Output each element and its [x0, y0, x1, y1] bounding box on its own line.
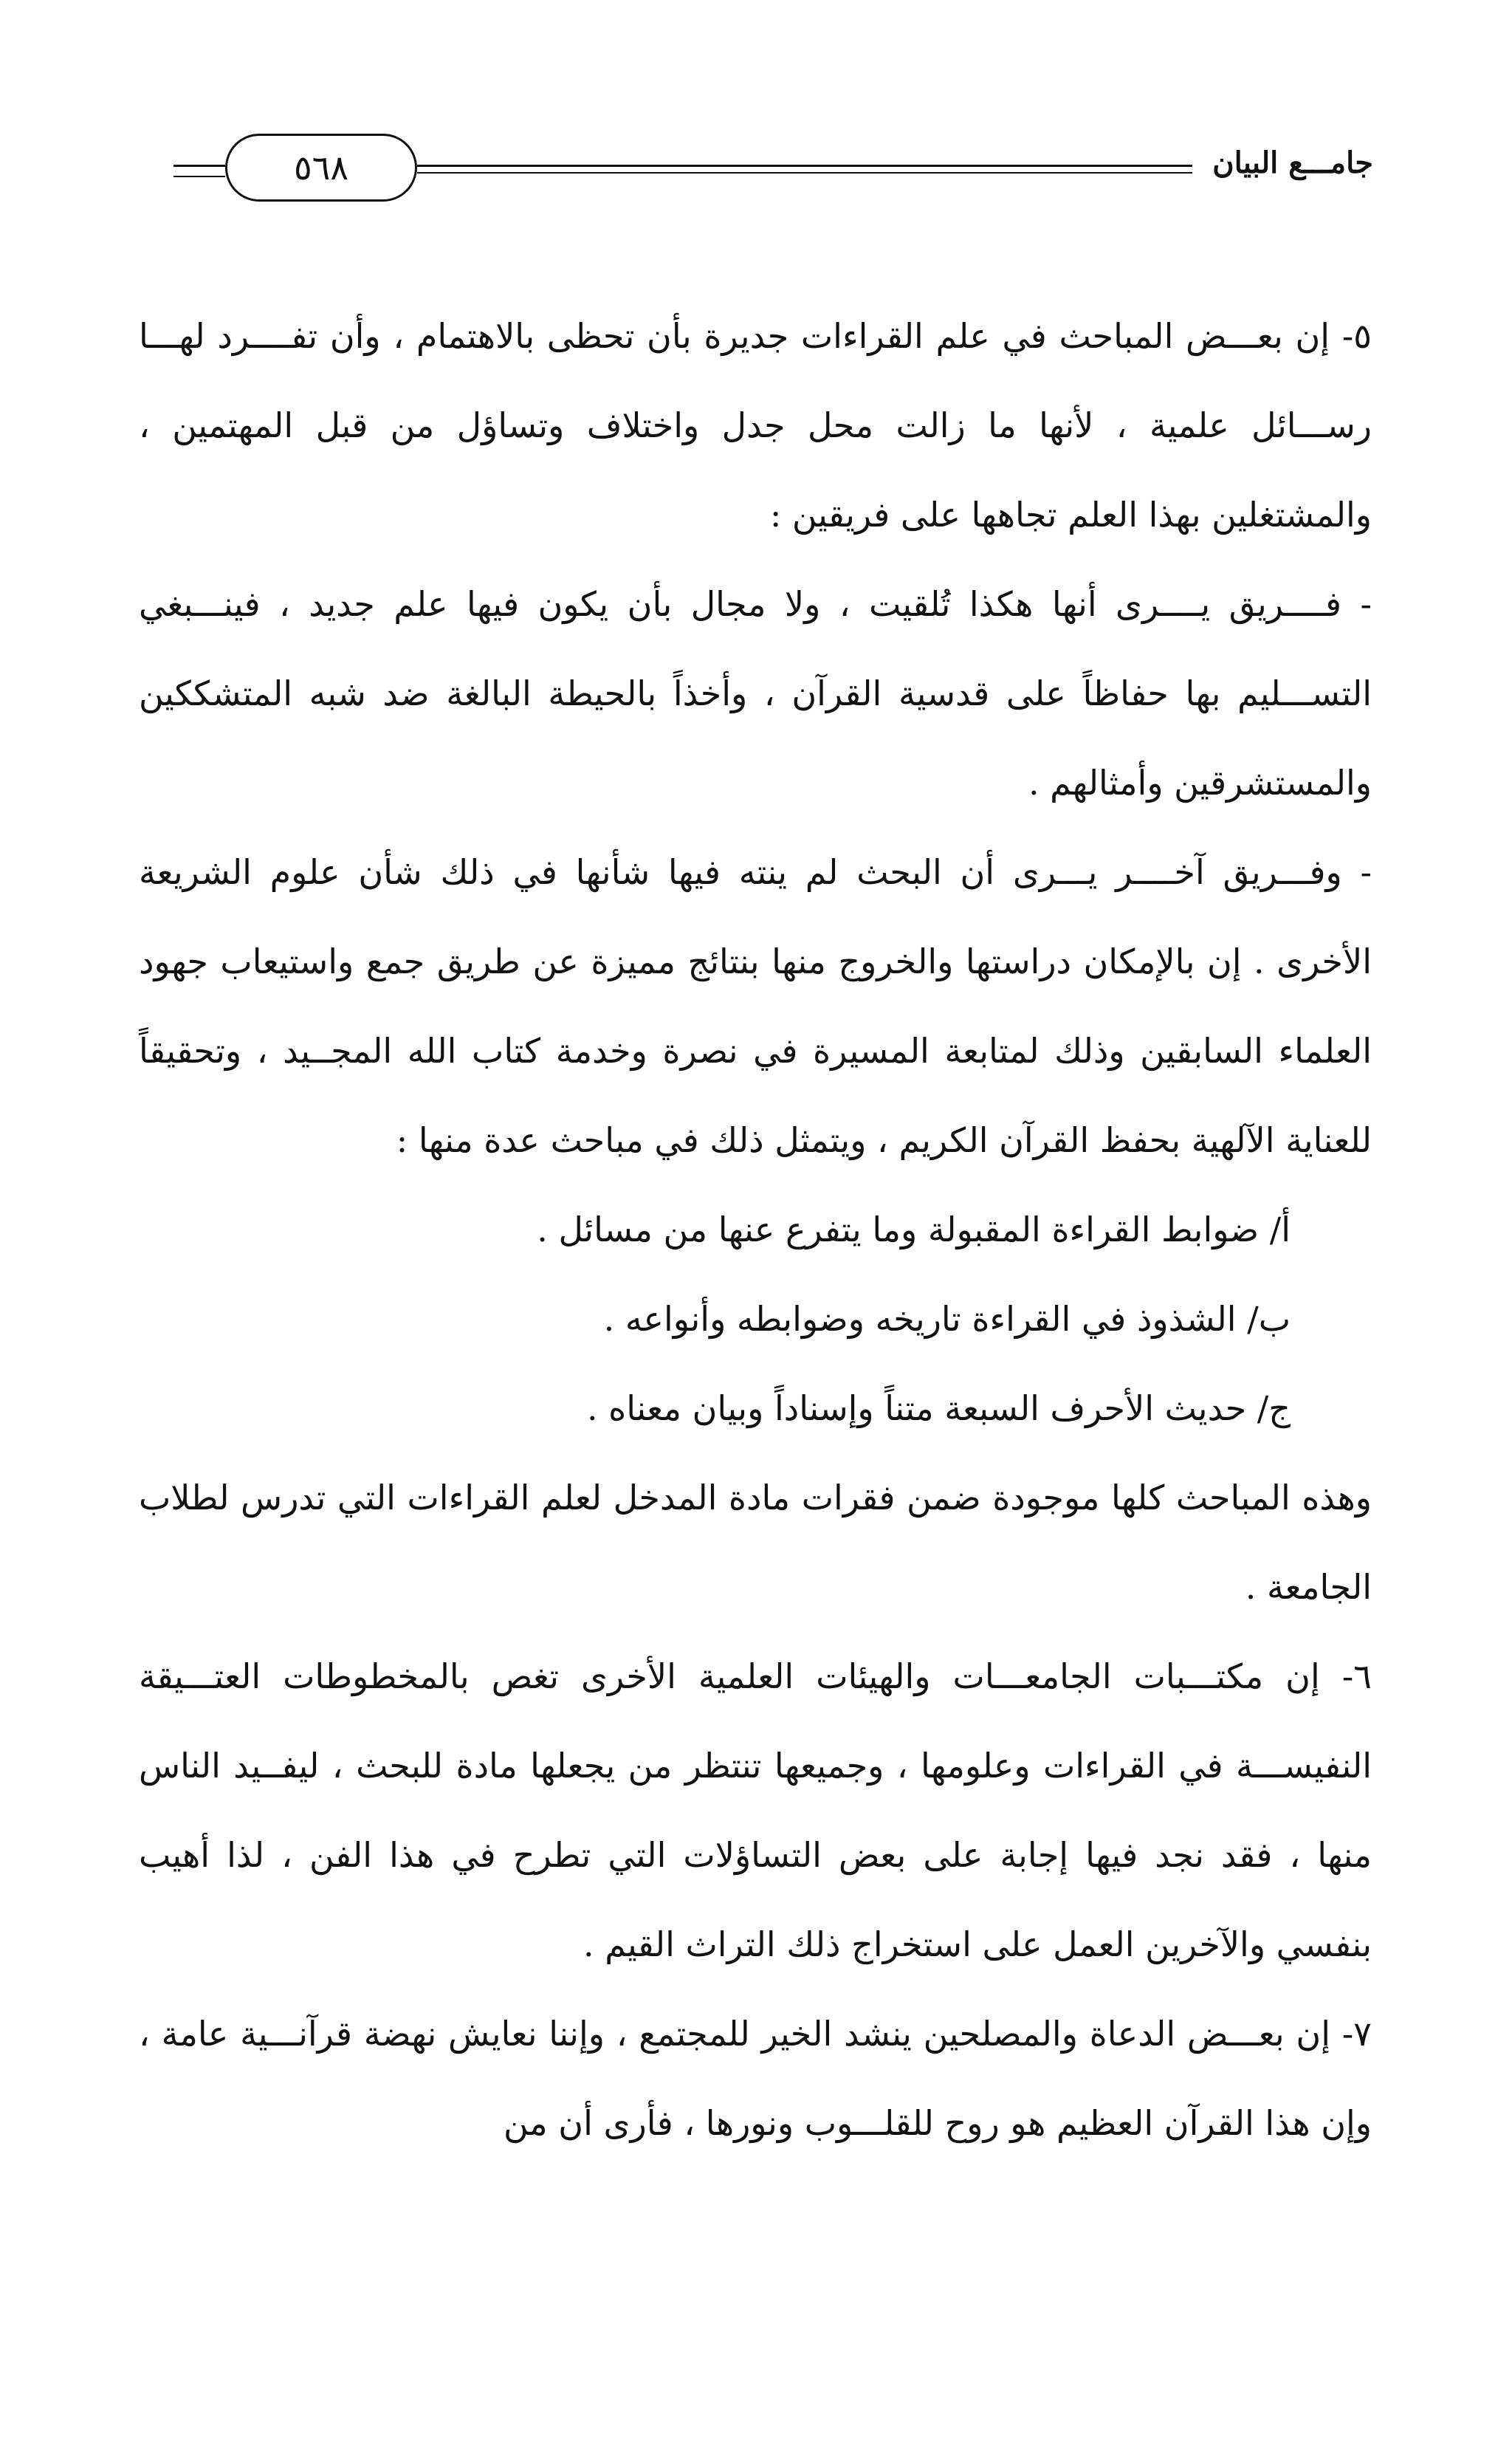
page-number-frame	[225, 134, 417, 202]
paragraph-5: ٥- إن بعـــض المباحث في علم القراءات جديرة بأن تحظى بالاهتمام ، وأن تفــــرد لهـــا رســـائل علمية ، لأنها ما زالت محل جدل واختلاف وتساؤل من قبل المهتمين ، والمشتغلين بهذا العلم تجاهها على فريقين :	[139, 316, 1372, 535]
paragraph-7: ٧- إن بعـــض الدعاة والمصلحين ينشد الخير للمجتمع ، وإننا نعايش نهضة قرآنـــية عامة ، وإن هذا القرآن العظيم هو روح للقلـــوب ونورها ، فأرى أن من	[139, 2014, 1372, 2143]
group-one-paragraph: - فــــريق يــــرى أنها هكذا تُلقيت ، ولا مجال بأن يكون فيها علم جديد ، فينـــبغي التســـليم بها حفاظاً على قدسية القرآن ، وأخذاً بالحيطة البالغة ضد شبه المتشككين والمستشرقين وأمثالهم .	[139, 584, 1372, 803]
header-rule-double	[417, 172, 1192, 174]
list-item-c: ج/ حديث الأحرف السبعة متناً وإسناداً وبيان معناه .	[586, 1388, 1291, 1428]
header-rule	[417, 165, 1192, 167]
page-number: ٥٦٨	[293, 148, 349, 188]
page-header	[173, 129, 1373, 210]
group-two-paragraph: - وفـــريق آخــــر يـــرى أن البحث لم ينته فيها شأنها في ذلك شأن علوم الشريعة الأخرى . إن بالإمكان دراستها والخروج منها بنتائج مميزة عن طريق جمع واستيعاب جهود العلماء السابقين وذلك لمتابعة المسيرة في نصرة وخدمة كتاب الله المجــيد ، وتحقيقاً للعناية الآلهية بحفظ القرآن الكريم ، ويتمثل ذلك في مباحث عدة منها :	[139, 852, 1372, 1160]
list-item-a: أ/ ضوابط القراءة المقبولة وما يتفرع عنها من مسائل .	[537, 1210, 1291, 1249]
list-item-b: ب/ الشذوذ في القراءة تاريخه وضوابطه وأنواعه .	[603, 1299, 1291, 1339]
header-end-rule	[173, 165, 225, 177]
page-body	[139, 292, 1372, 2168]
running-title: جامـــع البيان	[1212, 145, 1373, 180]
paragraph-6: ٦- إن مكتـــبات الجامعـــات والهيئات العلمية الأخرى تغص بالمخطوطات العتـــيقة النفيســـة في القراءات وعلومها ، وجميعها تنتظر من يجعلها مادة للبحث ، ليفــيد الناس منها ، فقد نجد فيها إجابة على بعض التساؤلات التي تطرح في هذا الفن ، لذا أهيب بنفسي والآخرين العمل على استخراج ذلك التراث القيم .	[139, 1656, 1372, 1964]
summary-paragraph: وهذه المباحث كلها موجودة ضمن فقرات مادة المدخل لعلم القراءات التي تدرس لطلاب الجامعة .	[139, 1478, 1372, 1607]
